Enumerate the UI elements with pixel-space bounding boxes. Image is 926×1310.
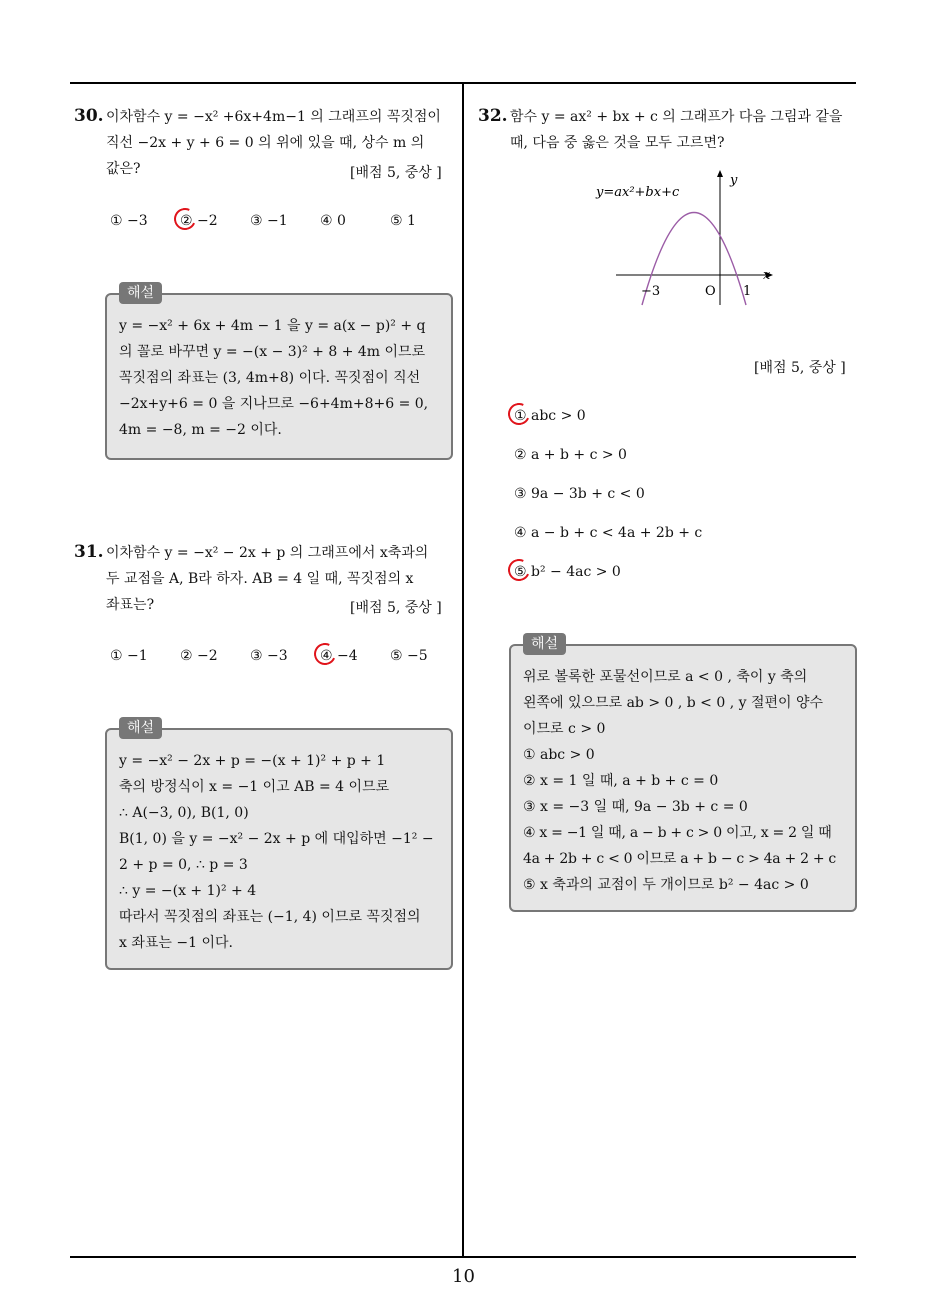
q31-line-1: 이차함수 y = −x² − 2x + p 의 그래프에서 x축과의 bbox=[106, 545, 429, 561]
q30-solution-line: 의 꼴로 바꾸면 y = −(x − 3)² + 8 + 4m 이므로 bbox=[119, 344, 426, 360]
q31-choice-4[interactable] bbox=[320, 648, 390, 664]
q30-solution-line: −2x+y+6 = 0 을 지나므로 −6+4m+8+6 = 0, bbox=[119, 396, 429, 412]
q31-solution-line: B(1, 0) 을 y = −x² − 2x + p 에 대입하면 −1² − bbox=[119, 831, 434, 847]
q31-solution-line: x 좌표는 −1 이다. bbox=[119, 935, 233, 951]
root-right-label: 1 bbox=[743, 284, 752, 299]
q32-number: 32. bbox=[478, 106, 508, 126]
q32-choices bbox=[514, 408, 854, 588]
q30-choice-5[interactable]: ⑤ 1 bbox=[390, 213, 416, 229]
q32-question bbox=[510, 104, 860, 156]
q31-solution-line: 축의 방정식이 x = −1 이고 AB = 4 이므로 bbox=[119, 779, 390, 795]
q30-line-1: 이차함수 y = −x² +6x+4m−1 의 그래프의 꼭짓점이 bbox=[106, 109, 441, 125]
q31-choice-1[interactable]: ① −1 bbox=[110, 648, 148, 664]
q32-solution-line: ⑤ x 축과의 교점이 두 개이므로 b² − 4ac > 0 bbox=[523, 877, 809, 893]
q32-choice-4[interactable]: ④ a − b + c < 4a + 2b + c bbox=[514, 525, 703, 541]
q32-line-2: 때, 다음 중 옳은 것을 모두 고르면? bbox=[510, 135, 725, 151]
q31-solution-line: 2 + p = 0, ∴ p = 3 bbox=[119, 857, 248, 873]
origin-label: O bbox=[705, 284, 716, 299]
q31-choice-5[interactable]: ⑤ −5 bbox=[390, 648, 428, 664]
page-number: 10 bbox=[452, 1266, 475, 1287]
q32-solution-line: ④ x = −1 일 때, a − b + c > 0 이고, x = 2 일 때 bbox=[523, 825, 832, 841]
q30-choice-1[interactable]: ① −3 bbox=[110, 213, 148, 229]
q32-choice-1[interactable] bbox=[514, 408, 586, 424]
q30-choice-2[interactable] bbox=[180, 213, 250, 229]
q32-solution-line: 위로 볼록한 포물선이므로 a < 0 , 축이 y 축의 bbox=[523, 669, 808, 685]
q31-solution-line: 따라서 꼭짓점의 좌표는 (−1, 4) 이므로 꼭짓점의 bbox=[119, 909, 421, 925]
q31-solution-line: y = −x² − 2x + p = −(x + 1)² + p + 1 bbox=[119, 753, 386, 769]
y-axis-arrow bbox=[717, 170, 723, 177]
q32-choice-5[interactable] bbox=[514, 564, 621, 580]
q30-choice-2-label: ② −2 bbox=[180, 213, 218, 229]
column-divider bbox=[462, 82, 464, 1258]
q32-line-1: 함수 y = ax² + bx + c 의 그래프가 다음 그림과 같을 bbox=[510, 109, 843, 125]
q30-solution-line: 4m = −8, m = −2 이다. bbox=[119, 422, 282, 438]
q30-solution-box bbox=[105, 285, 453, 460]
q31-score: [배점 5, 중상 ] bbox=[350, 600, 442, 616]
q30-solution-line: 꼭짓점의 좌표는 (3, 4m+8) 이다. 꼭짓점이 직선 bbox=[119, 370, 421, 386]
q30-line-2: 직선 −2x + y + 6 = 0 의 위에 있을 때, 상수 m 의 bbox=[106, 135, 425, 151]
q32-choice-3[interactable]: ③ 9a − 3b + c < 0 bbox=[514, 486, 645, 502]
q30-choices bbox=[110, 213, 430, 229]
q30-solution-tag: 해설 bbox=[119, 282, 162, 304]
q32-choice-5-label: ⑤ b² − 4ac > 0 bbox=[514, 564, 621, 580]
q31-line-2: 두 교점을 A, B라 하자. AB = 4 일 때, 꼭짓점의 x bbox=[106, 571, 414, 587]
q31-choices bbox=[110, 648, 430, 664]
q30-choice-3[interactable]: ③ −1 bbox=[250, 213, 288, 229]
root-left-label: −3 bbox=[641, 284, 661, 299]
q31-line-3: 좌표는? bbox=[106, 597, 155, 613]
x-axis-label: x bbox=[763, 268, 771, 283]
q30-score: [배점 5, 중상 ] bbox=[350, 165, 442, 181]
q31-solution-box bbox=[105, 720, 453, 970]
curve-label: y=ax²+bx+c bbox=[596, 185, 680, 200]
q32-solution-line: 왼쪽에 있으므로 ab > 0 , b < 0 , y 절편이 양수 bbox=[523, 695, 824, 711]
q32-choice-2[interactable]: ② a + b + c > 0 bbox=[514, 447, 627, 463]
y-axis-label: y bbox=[730, 173, 738, 188]
q32-solution-tag: 해설 bbox=[523, 633, 566, 655]
q32-choice-1-label: ① abc > 0 bbox=[514, 408, 586, 424]
q32-solution-line: ② x = 1 일 때, a + b + c = 0 bbox=[523, 773, 719, 789]
parabola-graph bbox=[590, 165, 790, 310]
q31-number: 31. bbox=[74, 542, 104, 562]
q32-solution-line: 이므로 c > 0 bbox=[523, 721, 606, 737]
q31-choice-4-label: ④ −4 bbox=[320, 648, 358, 664]
q31-solution-line: ∴ y = −(x + 1)² + 4 bbox=[119, 883, 257, 899]
q30-choice-4[interactable]: ④ 0 bbox=[320, 213, 346, 229]
q30-line-3: 값은? bbox=[106, 161, 141, 177]
q32-solution-line: 4a + 2b + c < 0 이므로 a + b − c > 4a + 2 + c bbox=[523, 851, 836, 867]
q32-solution-line: ① abc > 0 bbox=[523, 747, 595, 763]
q31-choice-3[interactable]: ③ −3 bbox=[250, 648, 288, 664]
q31-choice-2[interactable]: ② −2 bbox=[180, 648, 218, 664]
q31-solution-line: ∴ A(−3, 0), B(1, 0) bbox=[119, 805, 249, 821]
q32-solution-box bbox=[509, 636, 857, 912]
q31-solution-tag: 해설 bbox=[119, 717, 162, 739]
q32-score: [배점 5, 중상 ] bbox=[754, 360, 846, 376]
q30-solution-line: y = −x² + 6x + 4m − 1 을 y = a(x − p)² + q bbox=[119, 318, 426, 334]
bottom-rule bbox=[70, 1256, 856, 1258]
q30-number: 30. bbox=[74, 106, 104, 126]
q32-solution-line: ③ x = −3 일 때, 9a − 3b + c = 0 bbox=[523, 799, 748, 815]
